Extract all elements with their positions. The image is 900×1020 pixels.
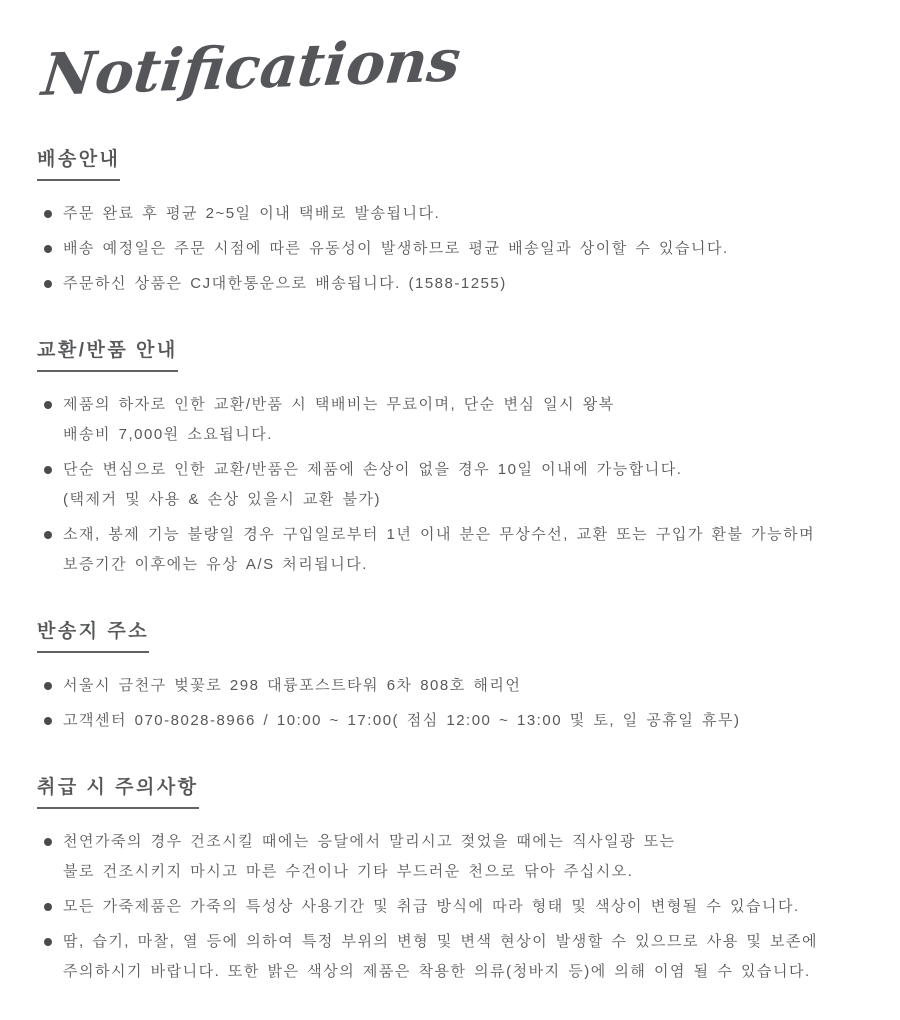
- text-line: 불로 건조시키지 마시고 마른 수건이나 기타 부드러운 천으로 닦아 주십시오.: [63, 862, 634, 880]
- notifications-script-title: Notifications: [38, 26, 464, 110]
- list-item-text: [63, 827, 676, 887]
- text-line: 주의하시기 바랍니다. 또한 밝은 색상의 제품은 착용한 의류(청바지 등)에 의해 이염 될 수 있습니다.: [63, 962, 811, 980]
- list-item-text: [63, 269, 507, 299]
- section-shipping-info: [37, 144, 872, 299]
- bullet-icon: [44, 717, 52, 725]
- section-return-address: [37, 616, 872, 736]
- text-line: 서울시 금천구 벚꽃로 298 대륭포스트타워 6차 808호 해리언: [63, 676, 522, 694]
- list-item-text: [63, 390, 615, 450]
- bullet-list: [37, 390, 872, 580]
- section-heading: 취급 시 주의사항: [37, 772, 199, 809]
- list-item: [37, 827, 872, 887]
- bullet-icon: [44, 938, 52, 946]
- text-line: 고객센터 070-8028-8966 / 10:00 ~ 17:00( 점심 12:00 ~ 13:00 및 토, 일 공휴일 휴무): [63, 711, 741, 729]
- list-item-text: [63, 927, 818, 987]
- section-heading: 교환/반품 안내: [37, 335, 178, 372]
- text-line: 제품의 하자로 인한 교환/반품 시 택배비는 무료이며, 단순 변심 일시 왕복: [63, 395, 615, 413]
- bullet-icon: [44, 401, 52, 409]
- list-item: [37, 520, 872, 580]
- list-item-text: [63, 234, 729, 264]
- list-item: [37, 455, 872, 515]
- list-item: [37, 269, 872, 299]
- text-line: 배송 예정일은 주문 시점에 따른 유동성이 발생하므로 평균 배송일과 상이할 수 있습니다.: [63, 239, 729, 257]
- bullet-icon: [44, 466, 52, 474]
- text-line: 보증기간 이후에는 유상 A/S 처리됩니다.: [63, 555, 368, 573]
- bullet-list: [37, 827, 872, 987]
- bullet-icon: [44, 682, 52, 690]
- list-item-text: [63, 892, 800, 922]
- bullet-icon: [44, 280, 52, 288]
- text-line: 단순 변심으로 인한 교환/반품은 제품에 손상이 없을 경우 10일 이내에 가능합니다.: [63, 460, 683, 478]
- text-line: 땀, 습기, 마찰, 열 등에 의하여 특정 부위의 변형 및 변색 현상이 발생할 수 있으므로 사용 및 보존에: [63, 932, 818, 950]
- section-heading: 배송안내: [37, 144, 120, 181]
- list-item-text: [63, 520, 815, 580]
- list-item: [37, 199, 872, 229]
- bullet-list: [37, 199, 872, 299]
- text-line: (택제거 및 사용 & 손상 있을시 교환 불가): [63, 490, 382, 508]
- text-line: 천연가죽의 경우 건조시킬 때에는 응달에서 말리시고 젖었을 때에는 직사일광 또는: [63, 832, 676, 850]
- text-line: 주문 완료 후 평균 2~5일 이내 택배로 발송됩니다.: [63, 204, 441, 222]
- bullet-icon: [44, 531, 52, 539]
- list-item: [37, 234, 872, 264]
- list-item-text: [63, 706, 740, 736]
- text-line: 배송비 7,000원 소요됩니다.: [63, 425, 273, 443]
- section-exchange-return-info: [37, 335, 872, 580]
- list-item-text: [63, 199, 440, 229]
- list-item: [37, 892, 872, 922]
- bullet-icon: [44, 838, 52, 846]
- bullet-icon: [44, 903, 52, 911]
- bullet-list: [37, 671, 872, 736]
- list-item-text: [63, 671, 521, 701]
- list-item-text: [63, 455, 682, 515]
- list-item: [37, 390, 872, 450]
- section-handling-precautions: [37, 772, 872, 987]
- text-line: 소재, 봉제 기능 불량일 경우 구입일로부터 1년 이내 분은 무상수선, 교환 또는 구입가 환불 가능하며: [63, 525, 816, 543]
- list-item: [37, 706, 872, 736]
- text-line: 모든 가죽제품은 가죽의 특성상 사용기간 및 취급 방식에 따라 형태 및 색상이 변형될 수 있습니다.: [63, 897, 800, 915]
- bullet-icon: [44, 210, 52, 218]
- bullet-icon: [44, 245, 52, 253]
- list-item: [37, 671, 872, 701]
- list-item: [37, 927, 872, 987]
- text-line: 주문하신 상품은 CJ대한통운으로 배송됩니다. (1588-1255): [63, 274, 507, 292]
- section-heading: 반송지 주소: [37, 616, 149, 653]
